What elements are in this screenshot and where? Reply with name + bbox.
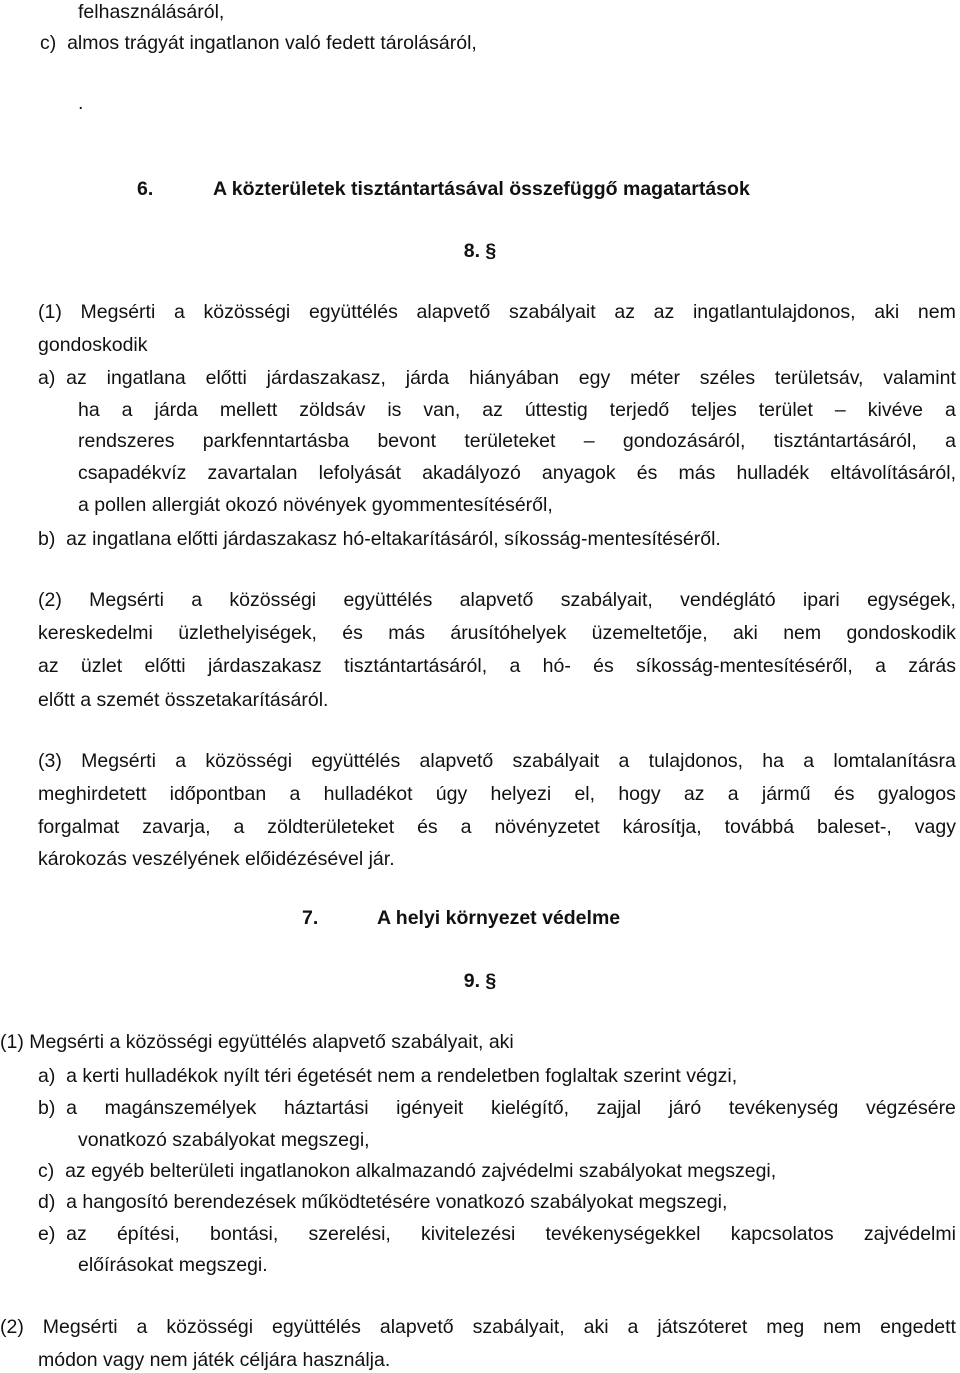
chapter-title: A közterületek tisztántartásával összefüggő magatartások xyxy=(213,178,750,200)
list-item-cont: ha a járda mellett zöldsáv is van, az úttestig terjedő teljes terület – kivéve a xyxy=(78,399,956,421)
list-item-a: a) a kerti hulladékok nyílt téri égetését nem a rendeletben foglaltak szerint végzi, xyxy=(38,1065,738,1087)
list-item-cont: előírásokat megszegi. xyxy=(78,1254,268,1276)
paragraph-line: (2) Megsérti a közösségi együttélés alapvető szabályait, vendéglátó ipari egységek, xyxy=(38,589,956,611)
list-item-cont: vonatkozó szabályokat megszegi, xyxy=(78,1129,370,1151)
text-line: felhasználásáról, xyxy=(78,1,225,23)
paragraph-line: kereskedelmi üzlethelyiségek, és más árusítóhelyek üzemeltetője, aki nem gondoskodik xyxy=(38,622,956,644)
list-item-d: d) a hangosító berendezések működtetésére vonatkozó szabályokat megszegi, xyxy=(38,1191,728,1213)
paragraph-line: az üzlet előtti járdaszakasz tisztántartásáról, a hó- és síkosság-mentesítéséről, a zárás xyxy=(38,655,956,677)
chapter-number: 7. xyxy=(302,907,319,929)
list-item-cont: a pollen allergiát okozó növények gyommentesítéséről, xyxy=(78,494,553,516)
paragraph-line: előtt a szemét összetakarításáról. xyxy=(38,689,329,711)
list-item-b: b) az ingatlana előtti járdaszakasz hó-eltakarításáról, síkosság-mentesítéséről. xyxy=(38,528,721,550)
paragraph-line: károkozás veszélyének előidézésével jár. xyxy=(38,848,395,870)
section-heading: 8. § xyxy=(463,240,497,262)
paragraph-line: (1) Megsérti a közösségi együttélés alapvető szabályait az az ingatlantulajdonos, aki nem xyxy=(38,301,956,323)
text-line: . xyxy=(78,92,84,114)
chapter-number: 6. xyxy=(137,178,154,200)
list-item-c: c) almos trágyát ingatlanon való fedett tárolásáról, xyxy=(40,32,477,54)
section-heading: 9. § xyxy=(463,970,497,992)
chapter-title: A helyi környezet védelme xyxy=(377,907,621,929)
list-item-cont: csapadékvíz zavartalan lefolyását akadályozó anyagok és más hulladék eltávolításáról, xyxy=(78,462,956,484)
paragraph-line: gondoskodik xyxy=(38,334,148,356)
list-item-e: e) az építési, bontási, szerelési, kivitelezési tevékenységekkel kapcsolatos zajvédelmi xyxy=(38,1223,956,1245)
list-item-a: a) az ingatlana előtti járdaszakasz, járda hiányában egy méter széles területsáv, valamint xyxy=(38,367,956,389)
paragraph-line: forgalmat zavarja, a zöldterületeket és a növényzetet károsítja, továbbá baleset-, vagy xyxy=(38,816,956,838)
list-item-cont: rendszeres parkfenntartásba bevont területeket – gondozásáról, tisztántartásáról, a xyxy=(78,430,956,452)
paragraph-line: (1) Megsérti a közösségi együttélés alapvető szabályait, aki xyxy=(0,1031,514,1053)
paragraph-line: meghirdetett időpontban a hulladékot úgy helyezi el, hogy az a jármű és gyalogos xyxy=(38,783,956,805)
list-item-c: c) az egyéb belterületi ingatlanokon alkalmazandó zajvédelmi szabályokat megszegi, xyxy=(38,1160,777,1182)
paragraph-line: módon vagy nem játék céljára használja. xyxy=(38,1349,391,1371)
list-item-b: b) a magánszemélyek háztartási igényeit kielégítő, zajjal járó tevékenység végzésére xyxy=(38,1097,956,1119)
paragraph-line: (2) Megsérti a közösségi együttélés alapvető szabályait, aki a játszóteret meg nem engedett xyxy=(0,1316,956,1338)
paragraph-line: (3) Megsérti a közösségi együttélés alapvető szabályait a tulajdonos, ha a lomtalanításra xyxy=(38,750,956,772)
